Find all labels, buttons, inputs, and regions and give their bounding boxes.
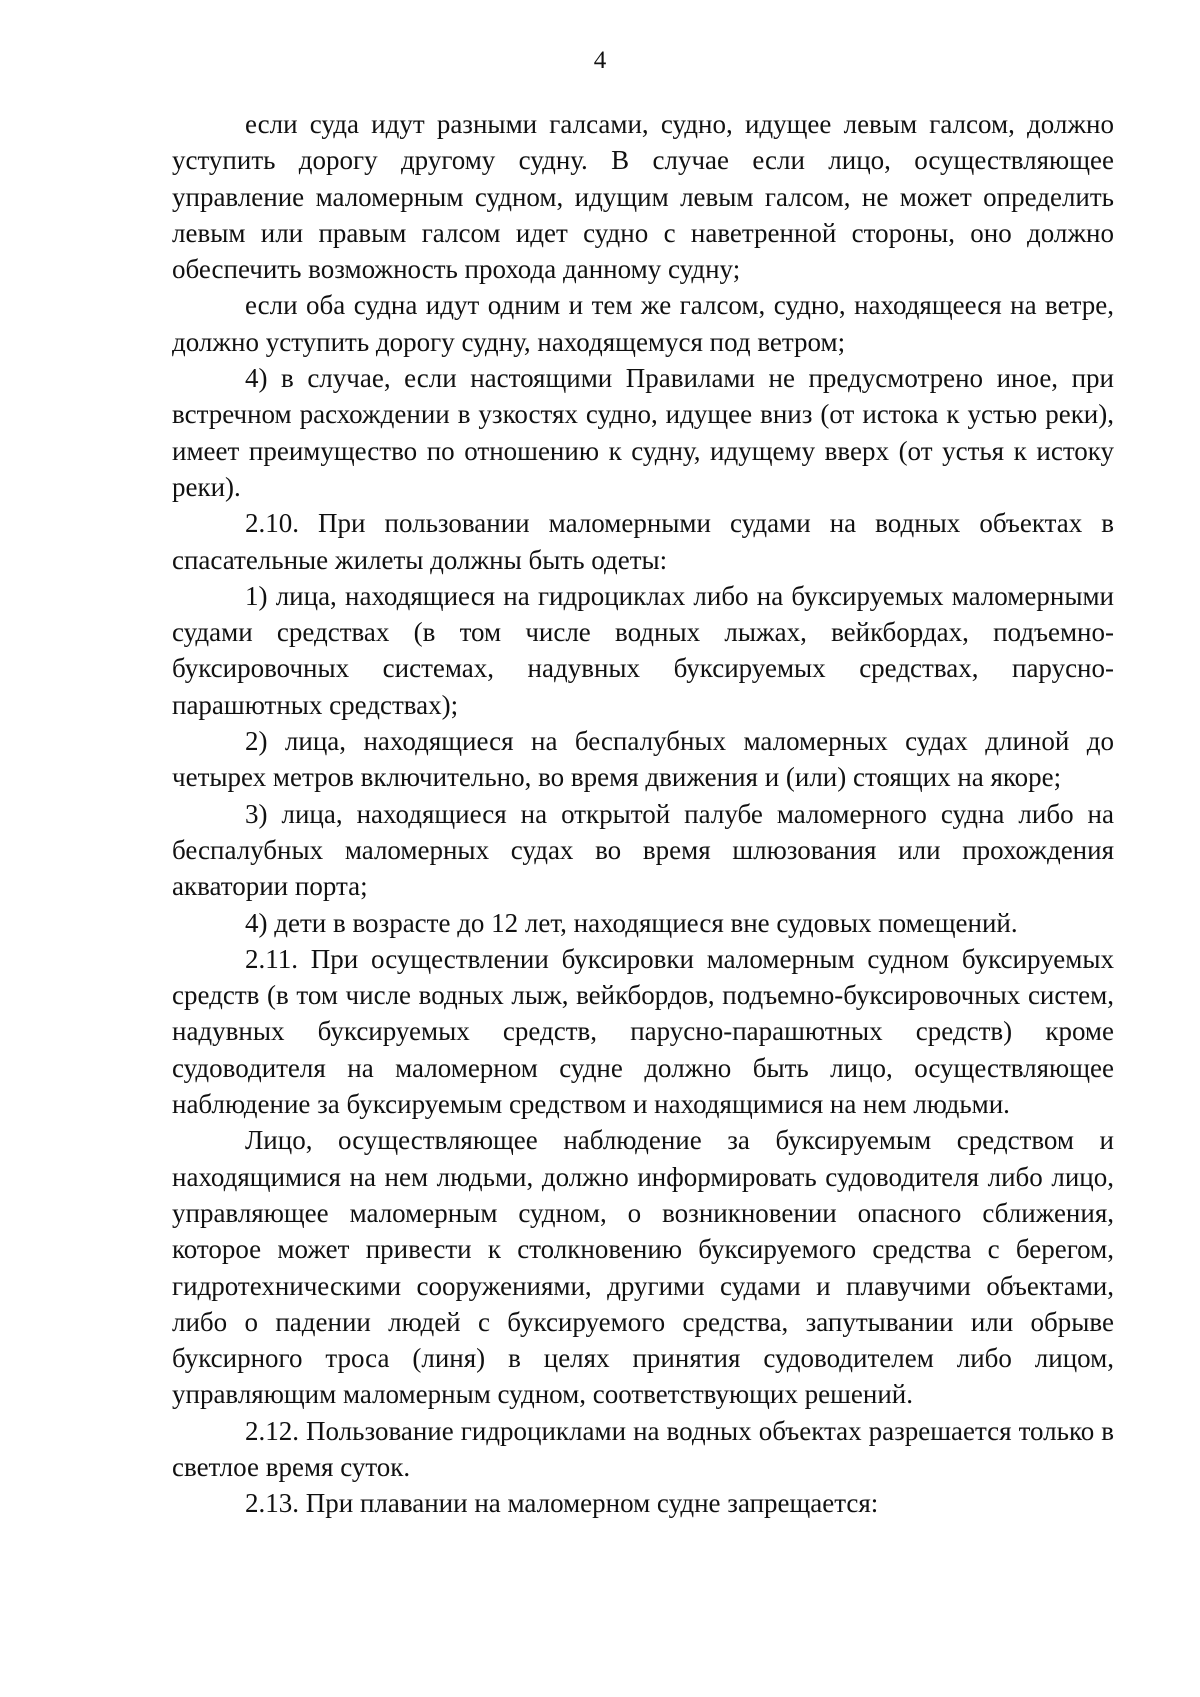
paragraph-2-10: 2.10. При пользовании маломерными судами на водных объектах в спасательные жилеты должны быть одеты: (172, 508, 1114, 575)
paragraph-2-10-item-4: 4) дети в возрасте до 12 лет, находящиеся вне судовых помещений. (245, 907, 1018, 938)
paragraph-2-12: 2.12. Пользование гидроциклами на водных объектах разрешается только в светлое время суток. (172, 1415, 1114, 1482)
paragraph-2-10-item-1: 1) лица, находящиеся на гидроциклах либо на буксируемых маломерными судами средствах (в том числе водных лыжах, вейкбордах, подъемно-буксировочных системах, надувных буксируемых средствах, парусно-парашютных средствах); (172, 580, 1114, 720)
page-number: 4 (593, 47, 607, 74)
paragraph-2-10-item-2: 2) лица, находящиеся на беспалубных маломерных судах длиной до четырех метров включительно, во время движения и (или) стоящих на якоре; (172, 726, 1114, 793)
paragraph-2-13: 2.13. При плавании на маломерном судне запрещается: (245, 1488, 879, 1519)
paragraph-opposite-tacks: если суда идут разными галсами, судно, идущее левым галсом, должно уступить дорогу другому судну. В случае если лицо, осуществляющее управление маломерным судном, идущим левым галсом, не может определить левым или правым галсом идет судно с наветренной стороны, оно должно обеспечить возможность прохода данному судну; (172, 109, 1114, 285)
paragraph-item-4-narrows: 4) в случае, если настоящими Правилами не предусмотрено иное, при встречном расхождении в узкостях судно, идущее вниз (от истока к устью реки), имеет преимущество по отношению к судну, идущему вверх (от устья к истоку реки). (172, 363, 1114, 502)
paragraph-2-11: 2.11. При осуществлении буксировки маломерным судном буксируемых средств (в том числе водных лыж, вейкбордов, подъемно-буксировочных систем, надувных буксируемых средств, парусно-парашютных средств) кроме судоводителя на маломерном судне должно быть лицо, осуществляющее наблюдение за буксируемым средством и находящимися на нем людьми. (172, 943, 1114, 1120)
paragraph-2-11-observer: Лицо, осуществляющее наблюдение за буксируемым средством и находящимися на нем людьми, должно информировать судоводителя либо лицо, управляющее маломерным судном, о возникновении опасного сближения, которое может привести к столкновению буксируемого средства с берегом, гидротехническими сооружениями, другими судами и плавучими объектами, либо о падении людей с буксируемого средства, запутывании или обрыве буксирного троса (линя) в целях принятия судоводителем либо лицом, управляющим маломерным судном, соответствующих решений. (172, 1125, 1114, 1410)
paragraph-same-tack: если оба судна идут одним и тем же галсом, судно, находящееся на ветре, должно уступить дорогу судну, находящемуся под ветром; (172, 290, 1114, 357)
document-body (172, 106, 1114, 1522)
paragraph-2-10-item-3: 3) лица, находящиеся на открытой палубе маломерного судна либо на беспалубных маломерных судах во время шлюзования или прохождения акватории порта; (172, 798, 1114, 902)
